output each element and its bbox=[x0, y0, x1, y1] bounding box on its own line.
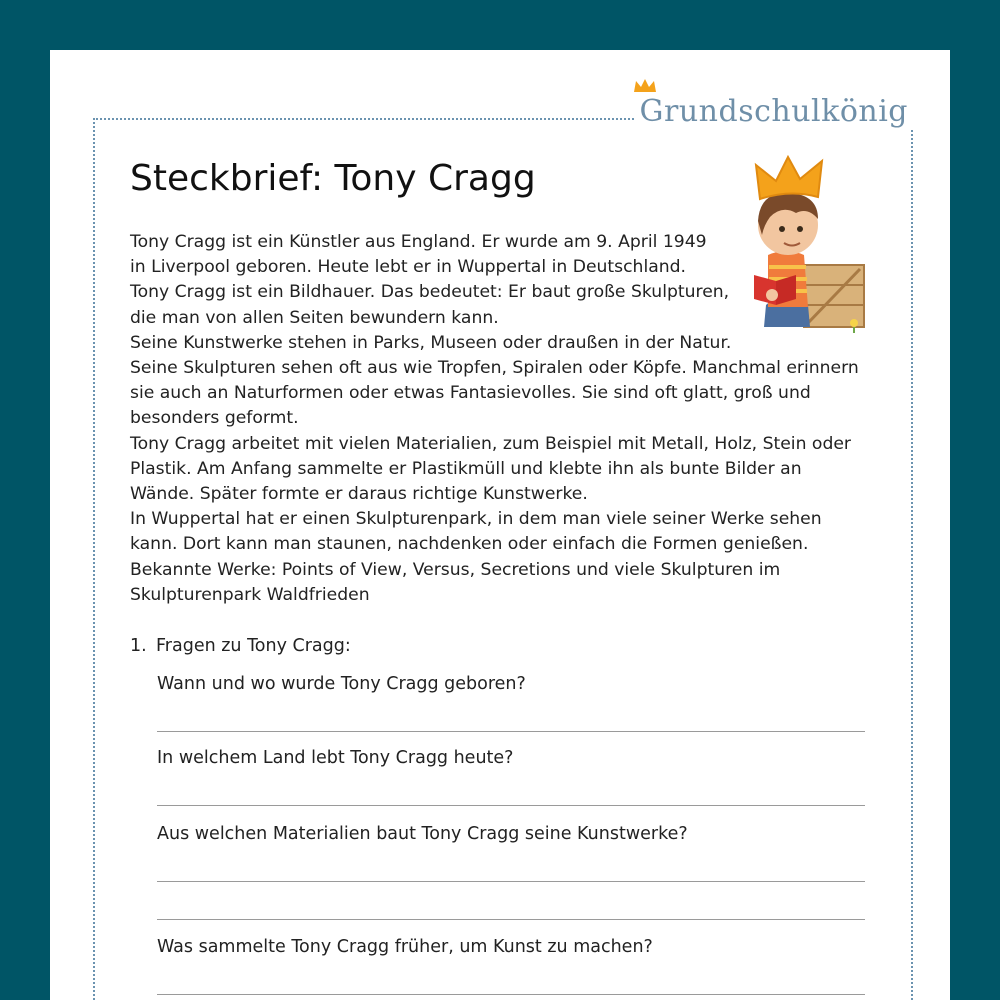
intro-line: Tony Cragg ist ein Bildhauer. Das bedeutet: Er baut große Skulpturen, bbox=[130, 282, 730, 303]
intro-line: Seine Skulpturen sehen oft aus wie Tropfen, Spiralen oder Köpfe. Manchmal erinnern bbox=[130, 358, 859, 379]
question-1: Wann und wo wurde Tony Cragg geboren? bbox=[157, 674, 526, 694]
intro-line: Wände. Später formte er daraus richtige Kunstwerke. bbox=[130, 484, 588, 505]
question-4: Was sammelte Tony Cragg früher, um Kunst zu machen? bbox=[157, 937, 653, 957]
task-number: 1. bbox=[130, 636, 147, 656]
intro-line: Bekannte Werke: Points of View, Versus, Secretions und viele Skulpturen im bbox=[130, 559, 781, 580]
answer-line[interactable] bbox=[157, 731, 865, 732]
worksheet-page bbox=[50, 50, 950, 1000]
intro-line: Plastik. Am Anfang sammelte er Plastikmüll und klebte ihn als bunte Bilder an bbox=[130, 458, 802, 479]
intro-line: sie auch an Naturformen oder etwas Fantasievolles. Sie sind oft glatt, groß und bbox=[130, 383, 811, 404]
brand-name: Grundschulkönig bbox=[639, 94, 908, 129]
intro-line: besonders geformt. bbox=[130, 408, 299, 429]
brand-logo bbox=[634, 94, 914, 129]
answer-line[interactable] bbox=[157, 994, 865, 995]
intro-text bbox=[130, 230, 875, 608]
intro-line: Skulpturenpark Waldfrieden bbox=[130, 584, 370, 605]
crown-icon bbox=[632, 78, 658, 94]
question-2: In welchem Land lebt Tony Cragg heute? bbox=[157, 748, 514, 768]
intro-line: in Liverpool geboren. Heute lebt er in Wuppertal in Deutschland. bbox=[130, 257, 687, 278]
intro-line: kann. Dort kann man staunen, nachdenken oder einfach die Formen genießen. bbox=[130, 534, 809, 555]
intro-line: In Wuppertal hat er einen Skulpturenpark, in dem man viele seiner Werke sehen bbox=[130, 509, 822, 530]
question-3: Aus welchen Materialien baut Tony Cragg seine Kunstwerke? bbox=[157, 824, 688, 844]
task-heading bbox=[130, 636, 351, 656]
answer-line[interactable] bbox=[157, 919, 865, 920]
page-title: Steckbrief: Tony Cragg bbox=[130, 158, 536, 199]
task-heading-text: Fragen zu Tony Cragg: bbox=[156, 636, 351, 656]
intro-line: die man von allen Seiten bewundern kann. bbox=[130, 307, 499, 328]
intro-line: Tony Cragg arbeitet mit vielen Materialien, zum Beispiel mit Metall, Holz, Stein oder bbox=[130, 433, 851, 454]
answer-line[interactable] bbox=[157, 805, 865, 806]
answer-line[interactable] bbox=[157, 881, 865, 882]
intro-line: Tony Cragg ist ein Künstler aus England. Er wurde am 9. April 1949 bbox=[130, 232, 707, 252]
intro-line: Seine Kunstwerke stehen in Parks, Museen oder draußen in der Natur. bbox=[130, 332, 732, 353]
